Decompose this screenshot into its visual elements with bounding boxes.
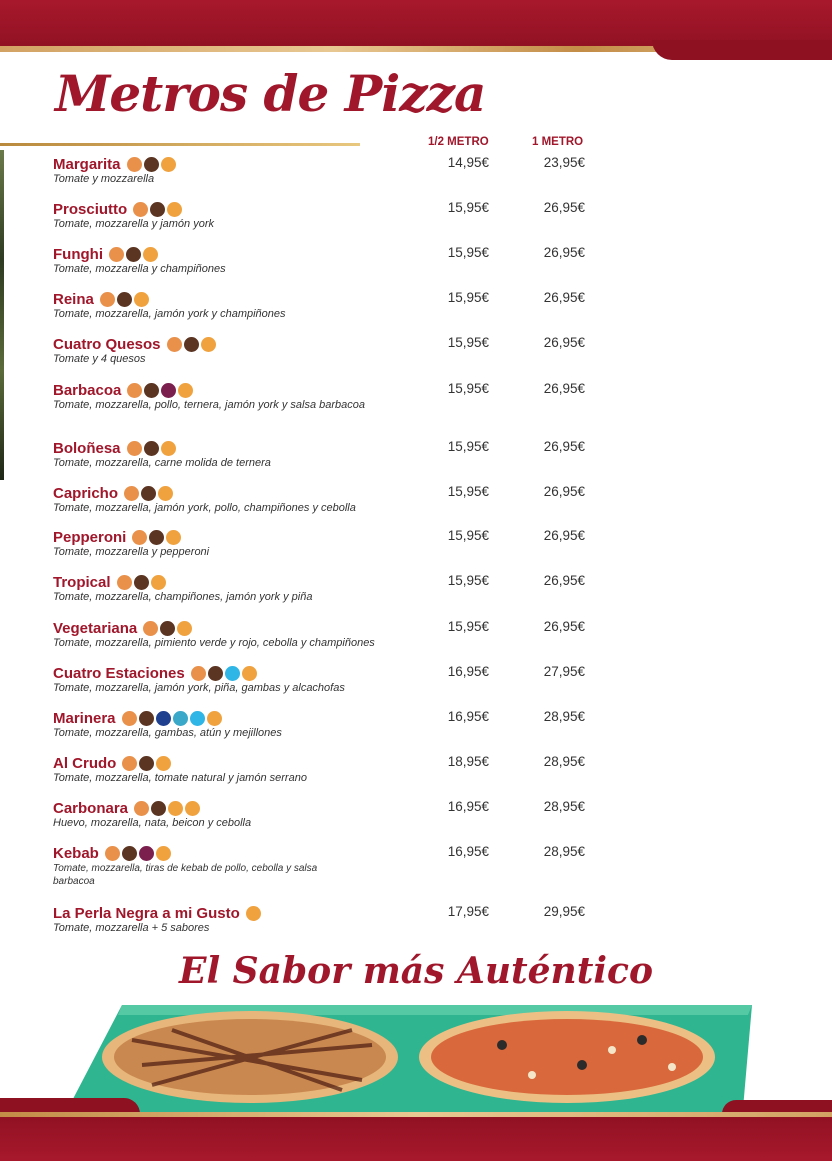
item-description: Tomate y 4 quesos [53,353,146,365]
allergen-icons [191,666,257,681]
egg-icon [207,711,222,726]
milk-icon [150,202,165,217]
column-header-half: 1/2 METRO [428,136,489,148]
milk-icon [126,247,141,262]
item-name: Prosciutto [53,200,128,218]
price-half: 15,95€ [447,335,489,350]
egg-icon [143,247,158,262]
item-description: Huevo, mozarella, nata, beicon y cebolla [53,817,252,829]
menu-item [53,245,593,276]
egg-icon [161,441,176,456]
egg-icon [178,383,193,398]
allergen-icons [246,906,261,921]
price-full: 26,95€ [543,335,585,350]
allergen-icons [117,575,166,590]
column-header-full: 1 METRO [532,136,584,148]
side-photo-strip [0,150,4,480]
milk-icon [117,292,132,307]
item-name: Cuatro Quesos [53,335,161,353]
gluten-icon [132,530,147,545]
item-description: Tomate, mozzarella y jamón york [53,218,214,230]
price-full: 26,95€ [543,245,585,260]
gluten-icon [127,157,142,172]
gluten-icon [122,711,137,726]
menu-item [53,904,593,935]
item-description: Tomate, mozzarella y pepperoni [53,546,210,558]
item-name: Carbonara [53,799,129,817]
egg-icon [242,666,257,681]
item-name: Margarita [53,155,121,173]
price-full: 26,95€ [543,381,585,396]
gluten-icon [133,202,148,217]
milk-icon [144,157,159,172]
item-name: Al Crudo [53,754,117,772]
item-description: Tomate, mozzarella, pimiento verde y rojo, cebolla y champiñones [53,637,375,649]
price-half: 15,95€ [447,381,489,396]
item-description: Tomate, mozzarella y champiñones [53,263,226,275]
item-description: Tomate, mozzarella, jamón york y champiñones [53,308,286,320]
price-half: 17,95€ [447,904,489,919]
price-full: 27,95€ [543,664,585,679]
item-name: Boloñesa [53,439,121,457]
gluten-icon [100,292,115,307]
menu-item [53,754,593,785]
price-half: 18,95€ [447,754,489,769]
gluten-icon [127,383,142,398]
price-half: 15,95€ [447,200,489,215]
menu-item [53,381,593,412]
menu-item [53,290,593,321]
item-name: Vegetariana [53,619,138,637]
price-half: 16,95€ [447,664,489,679]
price-half: 16,95€ [447,799,489,814]
item-name: Tropical [53,573,111,591]
milk-icon [149,530,164,545]
price-full: 26,95€ [543,200,585,215]
egg-icon [134,292,149,307]
egg-icon [156,756,171,771]
slogan: El Sabor más Auténtico [179,950,653,992]
item-description: Tomate, mozzarella, tomate natural y jamón serrano [53,772,307,784]
price-half: 15,95€ [447,245,489,260]
price-full: 26,95€ [543,439,585,454]
item-description: Tomate, mozzarella, jamón york, pollo, champiñones y cebolla [53,502,356,514]
price-full: 26,95€ [543,528,585,543]
menu-item [53,844,593,888]
fish-icon [156,711,171,726]
price-half: 15,95€ [447,619,489,634]
menu-item [53,799,593,830]
gluten-icon [105,846,120,861]
egg-icon [246,906,261,921]
gluten-icon [127,441,142,456]
item-description: Tomate, mozzarella + 5 sabores [53,922,210,934]
allergen-icons [167,337,216,352]
item-name: Cuatro Estaciones [53,664,185,682]
milk-icon [134,575,149,590]
milk-icon [208,666,223,681]
menu-item [53,439,593,470]
item-name: Pepperoni [53,528,127,546]
item-description: Tomate y mozzarella [53,173,155,185]
soy-icon [161,383,176,398]
allergen-icons [124,486,173,501]
menu-item [53,200,593,231]
item-name: La Perla Negra a mi Gusto [53,904,240,922]
allergen-icons [122,711,222,726]
allergen-icons [127,441,176,456]
gluten-icon [124,486,139,501]
title-rule [0,143,360,146]
price-full: 29,95€ [543,904,585,919]
egg-icon [156,846,171,861]
milk-icon [139,711,154,726]
price-full: 28,95€ [543,754,585,769]
price-half: 15,95€ [447,439,489,454]
gluten-icon [117,575,132,590]
egg-icon [151,575,166,590]
egg-icon [167,202,182,217]
milk-icon [144,441,159,456]
mollusc-icon [173,711,188,726]
price-full: 28,95€ [543,709,585,724]
price-half: 15,95€ [447,484,489,499]
item-name: Kebab [53,844,99,862]
page-title: Metros de Pizza [55,64,486,123]
price-full: 28,95€ [543,844,585,859]
allergen-icons [127,157,176,172]
allergen-icons [143,621,192,636]
item-description: Tomate, mozzarella, pollo, ternera, jamón york y salsa barbacoa [53,399,366,411]
gold-stripe [0,1112,832,1117]
item-description: Tomate, mozzarella, jamón york, piña, gambas y alcachofas [53,682,345,694]
item-name: Funghi [53,245,103,263]
menu-item [53,619,593,650]
allergen-icons [133,202,182,217]
milk-icon [139,756,154,771]
menu-item [53,573,593,604]
item-name: Reina [53,290,94,308]
egg-icon [177,621,192,636]
item-description: Tomate, mozzarella, gambas, atún y mejillones [53,727,282,739]
allergen-icons [109,247,158,262]
price-full: 26,95€ [543,573,585,588]
brush-stroke [652,40,832,60]
allergen-icons [134,801,200,816]
egg-icon [158,486,173,501]
item-description: Tomate, mozzarella, champiñones, jamón york y piña [53,591,313,603]
menu-item [53,155,593,186]
price-half: 16,95€ [447,709,489,724]
gluten-icon [191,666,206,681]
menu-item [53,484,593,515]
gluten-icon [134,801,149,816]
menu-item [53,709,593,740]
gluten-icon [109,247,124,262]
menu-item [53,528,593,559]
milk-icon [122,846,137,861]
soy-icon [139,846,154,861]
allergen-icons [122,756,171,771]
egg-icon [168,801,183,816]
item-name: Barbacoa [53,381,122,399]
price-half: 14,95€ [447,155,489,170]
crustacean-icon [190,711,205,726]
item-name: Capricho [53,484,119,502]
price-full: 26,95€ [543,290,585,305]
milk-icon [184,337,199,352]
allergen-icons [100,292,149,307]
gluten-icon [167,337,182,352]
crustacean-icon [225,666,240,681]
price-full: 28,95€ [543,799,585,814]
price-half: 15,95€ [447,290,489,305]
gluten-icon [122,756,137,771]
item-description: Tomate, mozzarella, carne molida de ternera [53,457,271,469]
egg-icon [201,337,216,352]
pizza-photo [62,1005,752,1120]
menu-item [53,335,593,366]
milk-icon [141,486,156,501]
milk-icon [151,801,166,816]
egg-icon [185,801,200,816]
price-full: 23,95€ [543,155,585,170]
milk-icon [160,621,175,636]
egg-icon [161,157,176,172]
allergen-icons [127,383,193,398]
egg-icon [166,530,181,545]
milk-icon [144,383,159,398]
price-half: 16,95€ [447,844,489,859]
price-half: 15,95€ [447,528,489,543]
item-description: Tomate, mozzarella, tiras de kebab de pollo, cebolla y salsa barbacoa [53,863,318,887]
gluten-icon [143,621,158,636]
item-name: Marinera [53,709,116,727]
price-full: 26,95€ [543,619,585,634]
allergen-icons [105,846,171,861]
allergen-icons [132,530,181,545]
bottom-band [0,1112,832,1161]
menu-item [53,664,593,695]
price-full: 26,95€ [543,484,585,499]
price-half: 15,95€ [447,573,489,588]
